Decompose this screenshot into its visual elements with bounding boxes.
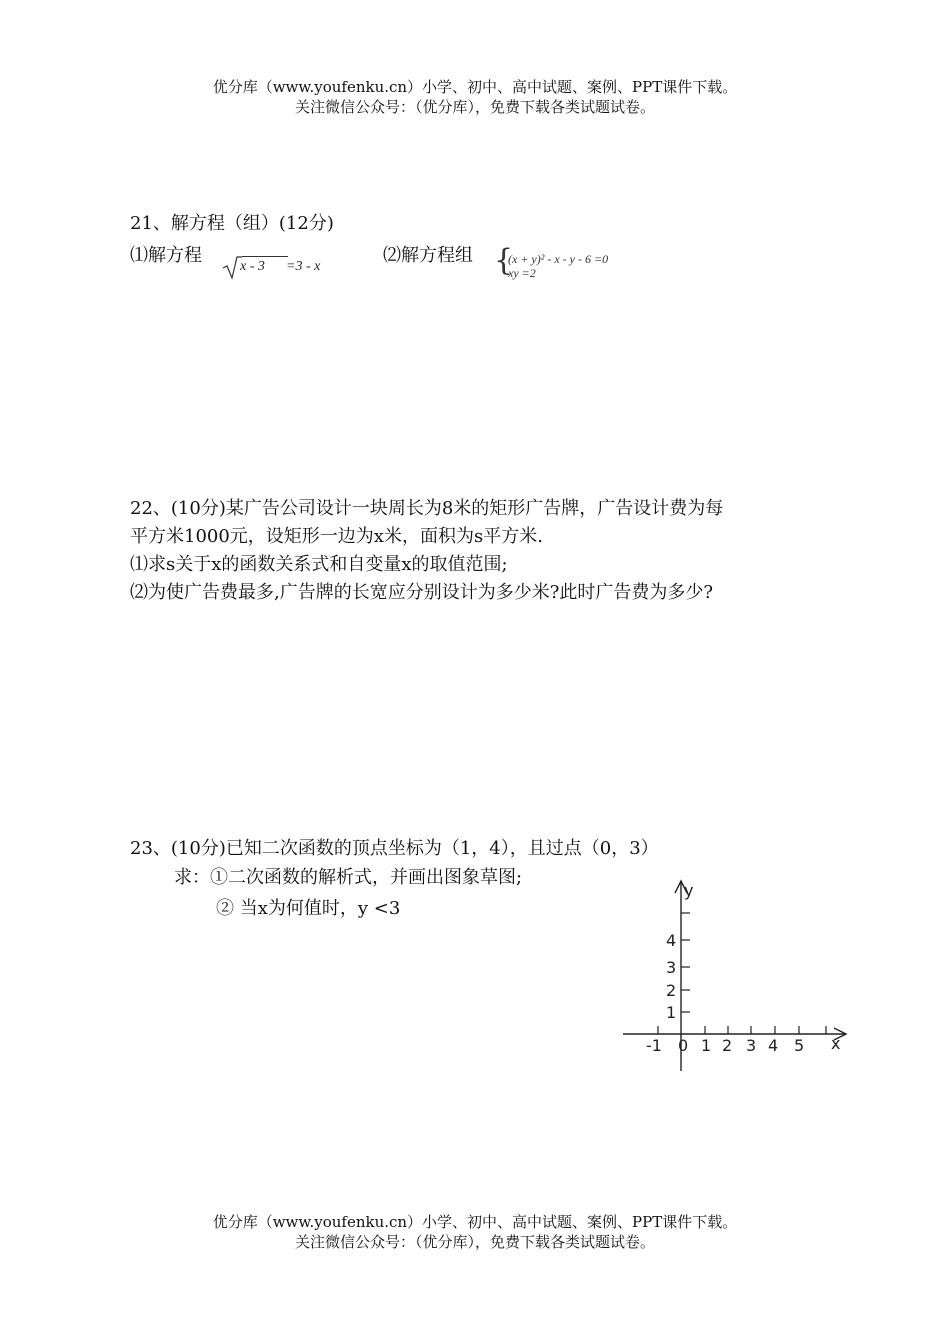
x-tick-label: -1 <box>646 1036 662 1055</box>
q21-title: 21、解方程（组）(12分) <box>130 213 334 234</box>
y-tick-label: 1 <box>666 1003 677 1022</box>
footer-line-2: 关注微信公众号：（优分库），免费下载各类试题试卷。 <box>294 1233 655 1251</box>
q23-line-2: 求：①二次函数的解析式，并画出图象草图; <box>174 867 523 888</box>
sqrt-radical-icon <box>222 254 242 280</box>
x-axis-label: x <box>831 1034 841 1053</box>
y-tick-label: 3 <box>666 958 677 977</box>
x-tick-label: 3 <box>746 1036 757 1055</box>
header-line-2: 关注微信公众号：（优分库），免费下载各类试题试卷。 <box>294 98 655 116</box>
q21-part2-eq2: xy =2 <box>508 266 536 280</box>
q23-line-1: 23、(10分)已知二次函数的顶点坐标为（1，4），且过点（0，3） <box>130 838 659 859</box>
q21-part1-rhs: =3 - x <box>286 259 321 274</box>
q22-line-4: ⑵为使广告费最多,广告牌的长宽应分别设计为多少米?此时广告费为多少? <box>130 582 714 603</box>
y-tick-label: 2 <box>666 981 677 1000</box>
y-axis-label: y <box>684 881 694 900</box>
footer-line-1: 优分库（www.youfenku.cn）小学、初中、高中试题、案例、PPT课件下载。 <box>212 1213 738 1231</box>
q21-part1-label: ⑴解方程 <box>130 245 202 266</box>
system-brace-icon: { <box>494 243 514 278</box>
q22-line-3: ⑴求s关于x的函数关系式和自变量x的取值范围; <box>130 554 508 575</box>
y-tick-label: 4 <box>666 931 677 950</box>
x-tick-label: 1 <box>701 1036 712 1055</box>
header-line-1: 优分库（www.youfenku.cn）小学、初中、高中试题、案例、PPT课件下载。 <box>212 78 738 96</box>
origin-label: 0 <box>678 1036 689 1055</box>
x-tick-label: 5 <box>794 1036 805 1055</box>
q22-line-1: 22、(10分)某广告公司设计一块周长为8米的矩形广告牌，广告设计费为每 <box>130 498 724 519</box>
x-tick-label: 4 <box>768 1036 779 1055</box>
x-tick-label: 2 <box>722 1036 733 1055</box>
sqrt-vinculum <box>242 256 288 257</box>
q21-part1-radicand: x - 3 <box>240 259 265 274</box>
q21-part2-label: ⑵解方程组 <box>383 245 473 266</box>
coordinate-graph <box>618 876 858 1076</box>
q23-line-3: ② 当x为何值时，y <3 <box>216 898 401 919</box>
q21-part2-eq1: (x + y)² - x - y - 6 =0 <box>508 252 609 266</box>
q22-line-2: 平方米1000元，设矩形一边为x米，面积为s平方米. <box>130 526 543 547</box>
